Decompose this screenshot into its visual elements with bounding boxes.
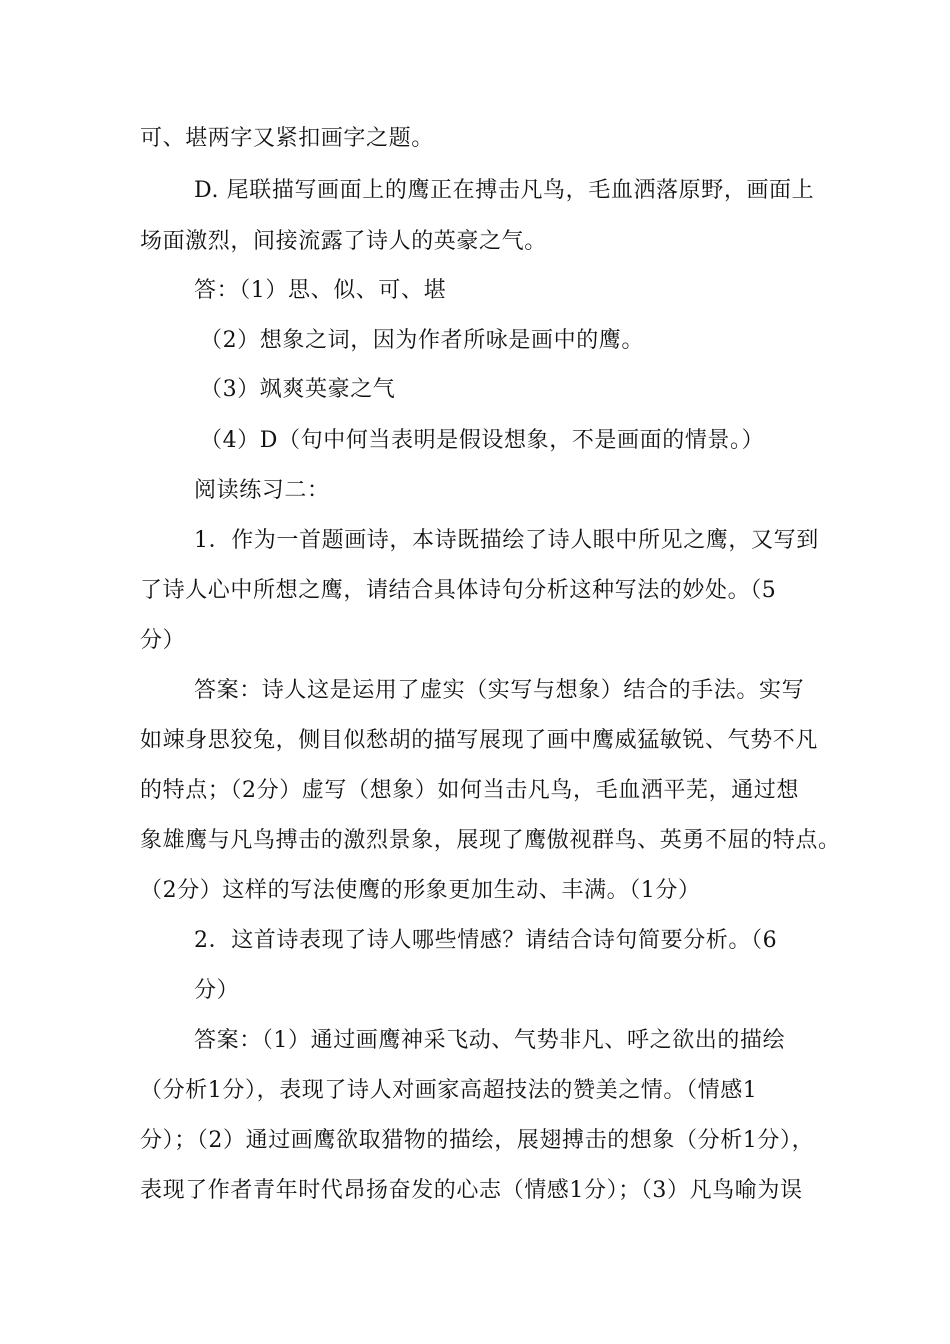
answer-2-line-3: 分）；（2）通过画鹰欲取猎物的描绘，展翅搏击的想象（分析1分）， [140,1128,815,1153]
question-2-line-1: 2．这首诗表现了诗人哪些情感？请结合诗句简要分析。（6 [194,928,778,953]
answer-heading: 答：（1）思、似、可、堪 [194,278,447,303]
answer-item-4: （4）D（句中何当表明是假设想象，不是画面的情景。） [200,428,765,453]
answer-2-line-2: （分析1分），表现了诗人对画家高超技法的赞美之情。（情感1 [140,1078,758,1103]
answer-item-2: （2）想象之词，因为作者所咏是画中的鹰。 [200,328,644,353]
section-title-exercise-2: 阅读练习二： [194,478,330,503]
answer-2-line-1: 答案：（1）通过画鹰神采飞动、气势非凡、呼之欲出的描绘 [194,1028,786,1053]
answer-1-line-5: （2分）这样的写法使鹰的形象更加生动、丰满。（1分） [140,878,701,903]
question-1-line-2: 了诗人心中所想之鹰，请结合具体诗句分析这种写法的妙处。（5 [140,578,777,603]
answer-1-line-1: 答案：诗人这是运用了虚实（实写与想象）结合的手法。实写 [194,678,805,703]
text-line-2: D. 尾联描写画面上的鹰正在搏击凡鸟，毛血洒落原野，画面上 [194,178,815,203]
answer-1-line-2: 如竦身思狡兔，侧目似愁胡的描写展现了画中鹰威猛敏锐、气势不凡 [140,728,819,753]
answer-item-3: （3）飒爽英豪之气 [200,377,396,402]
question-2-line-2: 分） [194,978,240,1003]
text-line-3: 场面激烈，间接流露了诗人的英豪之气。 [140,229,547,254]
answer-2-line-4: 表现了作者青年时代昂扬奋发的心志（情感1分）；（3）凡鸟喻为误 [140,1178,803,1203]
text-line-1: 可、堪两字又紧扣画字之题。 [140,126,434,151]
answer-1-line-4: 象雄鹰与凡鸟搏击的激烈景象，展现了鹰傲视群鸟、英勇不屈的特点。 [140,828,841,853]
question-1-line-3: 分） [140,628,186,653]
answer-1-line-3: 的特点；（2分）虚写（想象）如何当击凡鸟，毛血洒平芜，通过想 [140,778,799,803]
question-1-line-1: 1．作为一首题画诗，本诗既描绘了诗人眼中所见之鹰，又写到 [194,528,819,553]
